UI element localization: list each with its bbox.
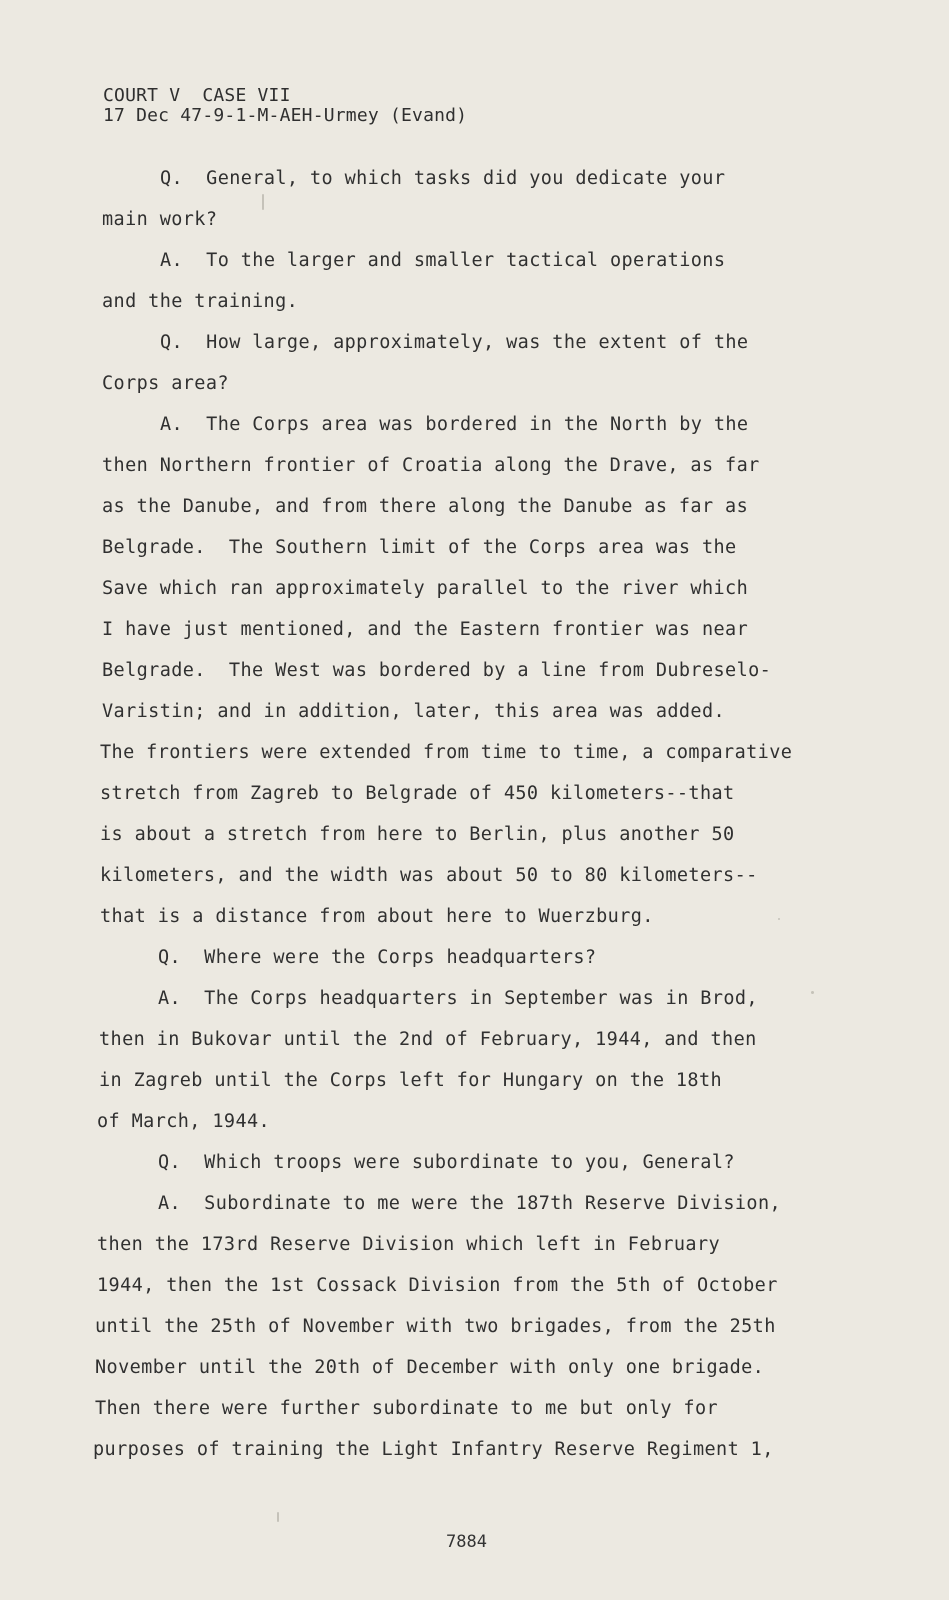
transcript-line: stretch from Zagreb to Belgrade of 450 kilometers--that (100, 783, 735, 804)
transcript-line: of March, 1944. (97, 1111, 271, 1132)
transcript-line: and the training. (102, 291, 299, 312)
paper-mark (277, 1512, 279, 1522)
transcript-line: in Zagreb until the Corps left for Hungary on the 18th (99, 1070, 723, 1091)
transcript-line: then Northern frontier of Croatia along the Drave, as far (102, 455, 760, 476)
paper-mark (262, 194, 264, 210)
paper-mark (811, 991, 814, 994)
transcript-line: that is a distance from about here to Wuerzburg. (100, 906, 654, 927)
page-number: 7884 (446, 1532, 487, 1552)
transcript-line: 1944, then the 1st Cossack Division from the 5th of October (97, 1275, 778, 1296)
transcript-line: Then there were further subordinate to me but only for (95, 1398, 719, 1419)
transcript-line: I have just mentioned, and the Eastern frontier was near (102, 619, 749, 640)
transcript-line: as the Danube, and from there along the Danube as far as (102, 496, 749, 517)
transcript-line: A. The Corps headquarters in September was in Brod, (158, 988, 758, 1009)
transcript-line: The frontiers were extended from time to time, a comparative (100, 742, 793, 763)
transcript-line: Q. General, to which tasks did you dedicate your (160, 168, 726, 189)
transcript-line: Varistin; and in addition, later, this area was added. (102, 701, 726, 722)
transcript-line: Belgrade. The West was bordered by a line from Dubreselo- (102, 660, 772, 681)
transcript-line: purposes of training the Light Infantry Reserve Regiment 1, (93, 1439, 774, 1460)
header-reference: 17 Dec 47-9-1-M-AEH-Urmey (Evand) (103, 105, 468, 126)
header-court-case: COURT V CASE VII (103, 85, 291, 106)
transcript-line: main work? (102, 209, 218, 230)
transcript-line: A. To the larger and smaller tactical operations (160, 250, 726, 271)
transcript-line: until the 25th of November with two brigades, from the 25th (95, 1316, 776, 1337)
transcript-line: Q. How large, approximately, was the extent of the (160, 332, 749, 353)
transcript-line: Q. Which troops were subordinate to you, General? (158, 1152, 735, 1173)
transcript-line: A. The Corps area was bordered in the North by the (160, 414, 749, 435)
transcript-line: Belgrade. The Southern limit of the Corps area was the (102, 537, 737, 558)
transcript-line: Corps area? (102, 373, 229, 394)
transcript-line: Q. Where were the Corps headquarters? (158, 947, 597, 968)
transcript-line: then in Bukovar until the 2nd of February, 1944, and then (99, 1029, 757, 1050)
transcript-line: November until the 20th of December with only one brigade. (95, 1357, 765, 1378)
transcript-line: Save which ran approximately parallel to the river which (102, 578, 749, 599)
transcript-line: A. Subordinate to me were the 187th Reserve Division, (158, 1193, 782, 1214)
transcript-line: kilometers, and the width was about 50 to 80 kilometers-- (100, 865, 758, 886)
transcript-line: then the 173rd Reserve Division which left in February (97, 1234, 721, 1255)
transcript-line: is about a stretch from here to Berlin, plus another 50 (100, 824, 735, 845)
paper-mark (778, 918, 780, 920)
